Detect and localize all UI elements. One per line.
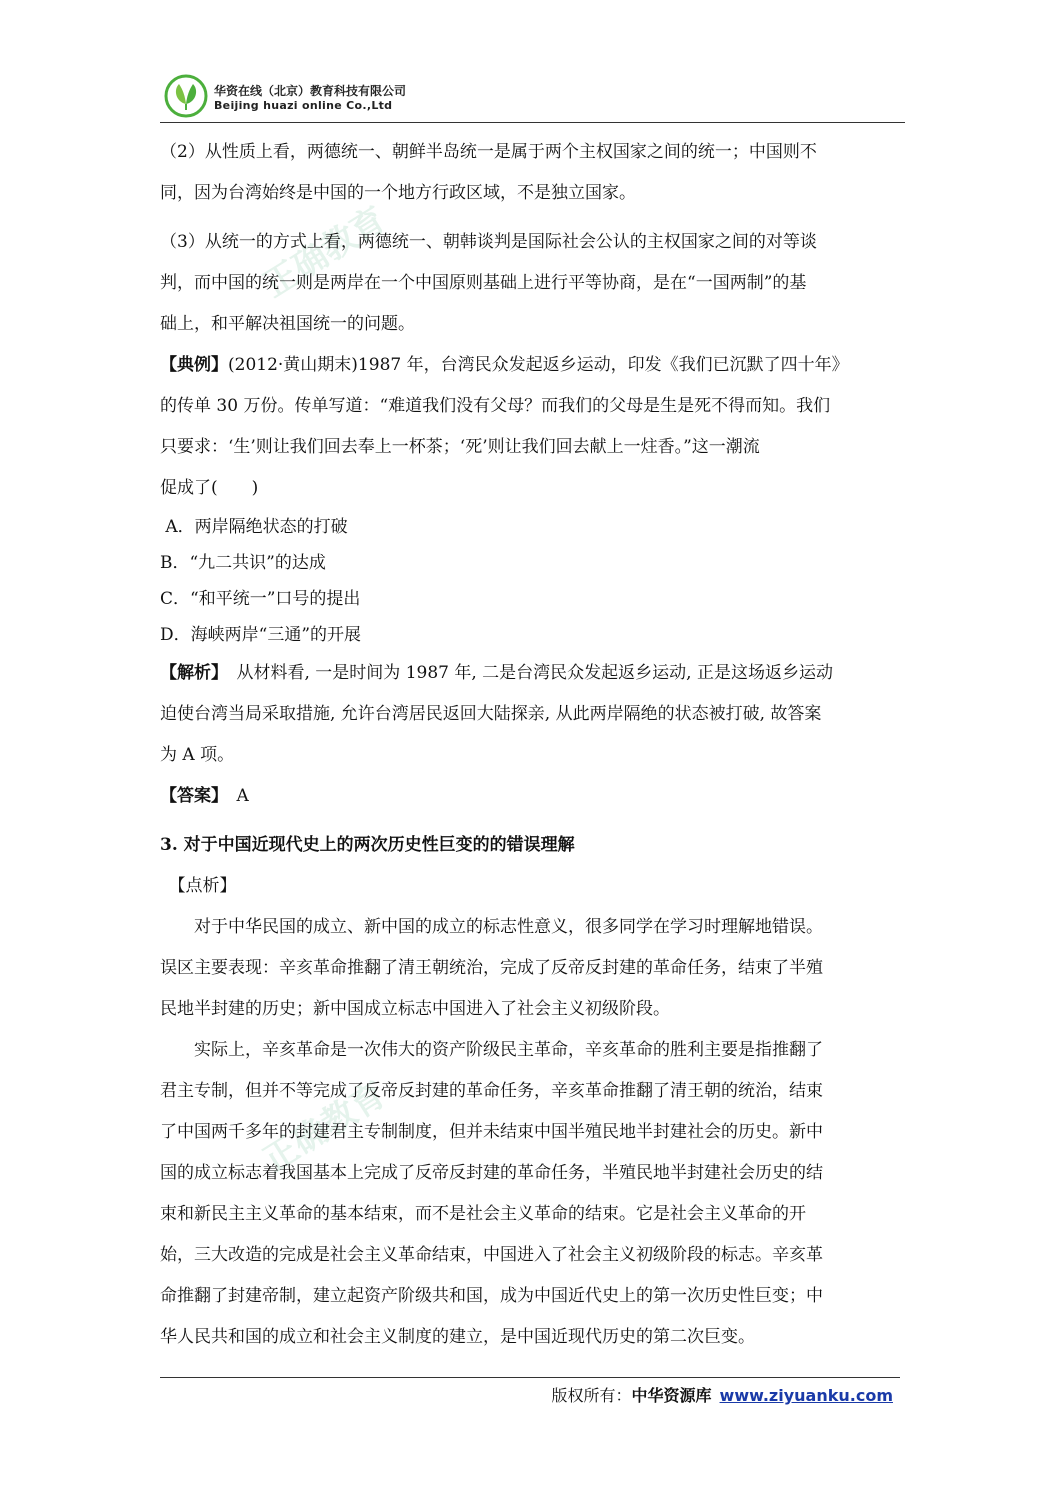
- footer-website-link[interactable]: www.ziyuanku.com: [719, 1386, 893, 1405]
- point-paragraph-2-line-8: 华人民共和国的成立和社会主义制度的建立，是中国近现代历史的第二次巨变。: [160, 1327, 755, 1347]
- point-paragraph-2-line-6: 始，三大改造的完成是社会主义革命结束，中国进入了社会主义初级阶段的标志。辛亥革: [160, 1245, 823, 1265]
- document-body: [160, 132, 900, 1358]
- point-paragraph-2-line-3: 了中国两千多年的封建君主专制制度，但并未结束中国半殖民地半封建社会的历史。新中: [160, 1122, 823, 1142]
- company-name-english: Beijing huazi online Co.,Ltd: [214, 99, 393, 112]
- option-b: B．“九二共识”的达成: [160, 553, 326, 573]
- analysis-line-2: 迫使台湾当局采取措施, 允许台湾居民返回大陆探亲, 从此两岸隔绝的状态被打破, 故答案: [160, 704, 822, 724]
- page-header: [160, 74, 905, 124]
- watermark-lower: 正确教育: [256, 1074, 394, 1181]
- example-line-3: 只要求：‘生’则让我们回去奉上一杯茶；‘死’则让我们回去献上一炷香。”这一潮流: [160, 437, 760, 457]
- analysis-line-3: 为 A 项。: [160, 745, 235, 765]
- paragraph-2-line-1: （2）从性质上看，两德统一、朝鲜半岛统一是属于两个主权国家之间的统一；中国则不: [160, 142, 817, 162]
- point-paragraph-2-line-2: 君主专制，但并不等完成了反帝反封建的革命任务，辛亥革命推翻了清王朝的统治，结束: [160, 1081, 823, 1101]
- point-paragraph-1-line-2: 误区主要表现：辛亥革命推翻了清王朝统治，完成了反帝反封建的革命任务，结束了半殖: [160, 958, 823, 978]
- section-3-heading: 3. 对于中国近现代史上的两次历史性巨变的的错误理解: [160, 835, 575, 855]
- analysis-text: 从材料看, 一是时间为 1987 年, 二是台湾民众发起返乡运动, 正是这场返乡运动: [219, 663, 833, 683]
- answer-value: A: [219, 786, 249, 806]
- example-line-4: 促成了( ): [160, 478, 259, 498]
- option-d: D．海峡两岸“三通”的开展: [160, 625, 362, 645]
- footer-divider: [160, 1377, 900, 1378]
- option-a: A．两岸隔绝状态的打破: [160, 517, 348, 537]
- point-paragraph-1-line-1: 对于中华民国的成立、新中国的成立的标志性意义，很多同学在学习时理解地错误。: [160, 917, 823, 937]
- point-paragraph-2-line-1: 实际上，辛亥革命是一次伟大的资产阶级民主革命，辛亥革命的胜利主要是指推翻了: [160, 1040, 823, 1060]
- example-label: 【典例】: [160, 355, 228, 375]
- answer-label: 【答案】: [160, 786, 220, 806]
- example-line-1: [160, 345, 900, 386]
- analysis-label: 【解析】: [160, 663, 220, 683]
- point-paragraph-2-line-4: 国的成立标志着我国基本上完成了反帝反封建的革命任务，半殖民地半封建社会历史的结: [160, 1163, 823, 1183]
- example-text: (2012·黄山期末)1987 年，台湾民众发起返乡运动，印发《我们已沉默了四十年》: [228, 355, 849, 375]
- company-logo: [164, 74, 208, 118]
- paragraph-3-line-2: 判，而中国的统一则是两岸在一个中国原则基础上进行平等协商，是在“一国两制”的基: [160, 273, 807, 293]
- point-paragraph-1-line-3: 民地半封建的历史；新中国成立标志中国进入了社会主义初级阶段。: [160, 999, 670, 1019]
- page-footer: [552, 1383, 894, 1406]
- watermark-upper: 正确教育: [256, 199, 394, 306]
- paragraph-2-line-2: 同，因为台湾始终是中国的一个地方行政区域，不是独立国家。: [160, 183, 636, 203]
- company-name-chinese: 华资在线（北京）教育科技有限公司: [214, 84, 407, 98]
- point-analysis-label: 【点析】: [160, 876, 237, 896]
- copyright-label: 版权所有：: [551, 1386, 632, 1405]
- header-divider: [160, 122, 905, 123]
- point-paragraph-2-line-7: 命推翻了封建帝制，建立起资产阶级共和国，成为中国近代史上的第一次历史性巨变；中: [160, 1286, 823, 1306]
- point-paragraph-2-line-5: 束和新民主主义革命的基本结束，而不是社会主义革命的结束。它是社会主义革命的开: [160, 1204, 806, 1224]
- paragraph-3-line-1: （3）从统一的方式上看，两德统一、朝韩谈判是国际社会公认的主权国家之间的对等谈: [160, 232, 817, 252]
- example-line-2: 的传单 30 万份。传单写道：“难道我们没有父母？而我们的父母是生是死不得而知。我们: [160, 396, 831, 416]
- option-c: C．“和平统一”口号的提出: [160, 589, 361, 609]
- analysis-line-1: [160, 653, 900, 694]
- answer-line: [160, 776, 900, 817]
- copyright-owner: 中华资源库: [631, 1386, 712, 1405]
- paragraph-3-line-3: 础上，和平解决祖国统一的问题。: [160, 314, 415, 334]
